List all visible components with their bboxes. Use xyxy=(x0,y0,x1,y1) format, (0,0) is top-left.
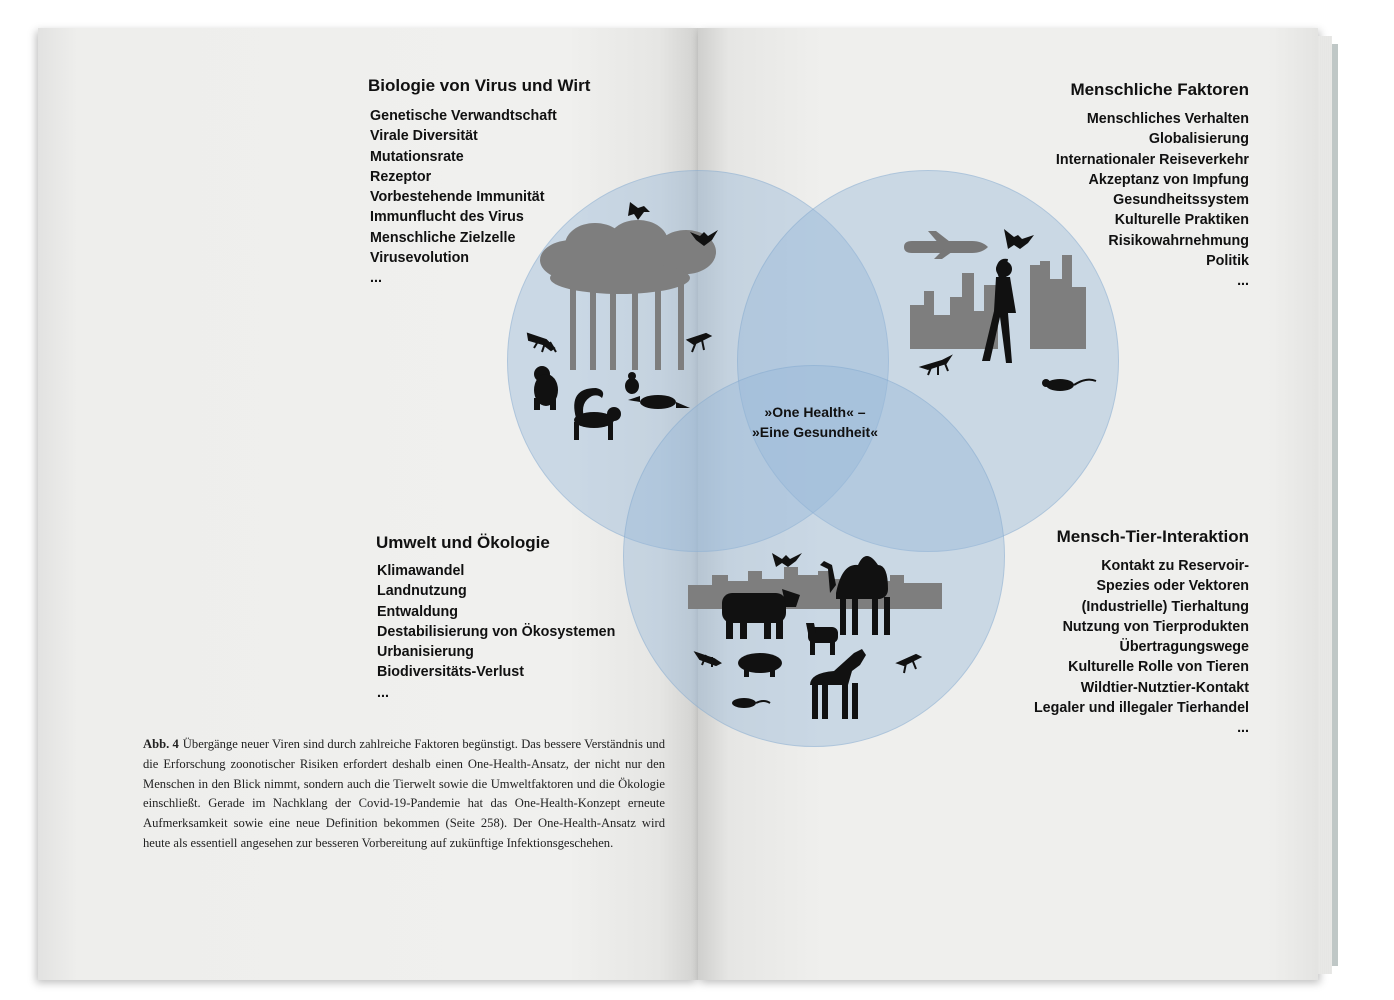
list-item: Landnutzung xyxy=(377,583,467,600)
page-edges xyxy=(1318,36,1332,974)
list-item: Immunflucht des Virus xyxy=(370,209,524,226)
interaction-heading: Mensch-Tier-Interaktion xyxy=(1056,527,1249,546)
one-health-label xyxy=(730,402,900,442)
list-item: Virusevolution xyxy=(370,250,470,267)
list-item: ... xyxy=(370,270,382,287)
caption-text: Übergänge neuer Viren sind durch zahlreiche Faktoren begünstigt. Das bessere Verständnis und die Erforschung zoonotischer Risiken erfordert deshalb einen One-Health-Ansatz, der nicht nur den Menschen in den Blick nimmt, sondern auch die Tierwelt sowie die Umweltfaktoren und die Ökologie einschließt. Gerade im Nachklang der Covid-19-Pandemie hat das One-Health-Konzept erneute Aufmerksamkeit sowie eine neue Definition bekommen (Seite 258). Der One-Health-Ansatz wird heute als essentiell angesehen zur besseren Vorbereitung auf zukünftige Infektionsgeschehen. xyxy=(143,737,665,850)
center-label-line-1: »One Health« – xyxy=(764,404,866,420)
environment-heading: Umwelt und Ökologie xyxy=(376,533,550,552)
airplane-icon xyxy=(904,231,988,259)
book-cover-edge xyxy=(1332,44,1338,966)
list-item: Vorbestehende Immunität xyxy=(370,189,545,206)
list-item: Biodiversitäts-Verlust xyxy=(377,664,524,681)
bat-icon xyxy=(1004,229,1034,249)
list-item: Mutationsrate xyxy=(370,148,464,165)
bat-icon xyxy=(772,553,802,567)
anteater-icon xyxy=(628,395,690,409)
list-item: Genetische Verwandtschaft xyxy=(370,108,557,124)
human-heading: Menschliche Faktoren xyxy=(1070,80,1249,99)
horse-icon xyxy=(810,649,866,719)
list-item: Entwaldung xyxy=(377,603,459,620)
list-item: Internationaler Reiseverkehr xyxy=(1055,151,1249,168)
list-item: Urbanisierung xyxy=(377,644,474,661)
pig-icon xyxy=(738,653,782,677)
list-item: Übertragungswege xyxy=(1119,639,1249,656)
palm-trees-icon xyxy=(540,220,716,370)
mosquito-icon xyxy=(696,653,720,667)
mosquito-icon xyxy=(528,334,556,352)
rodent-icon xyxy=(625,372,639,394)
list-item: Kulturelle Praktiken xyxy=(1114,212,1249,229)
monkey-icon xyxy=(534,366,558,410)
list-item: (Industrielle) Tierhaltung xyxy=(1081,598,1249,615)
center-label-line-2: »Eine Gesundheit« xyxy=(751,424,879,440)
interaction-illustration xyxy=(686,545,946,725)
list-item: Menschliches Verhalten xyxy=(1086,111,1249,127)
list-item: Rezeptor xyxy=(370,168,432,185)
list-item: Akzeptanz von Impfung xyxy=(1088,171,1249,188)
list-item: Wildtier-Nutztier-Kontakt xyxy=(1080,679,1249,696)
list-item: Gesundheitssystem xyxy=(1113,192,1249,209)
biology-illustration xyxy=(510,190,740,450)
monkey-icon xyxy=(574,388,621,440)
list-item: Legaler und illegaler Tierhandel xyxy=(1033,700,1249,717)
list-item: Destabilisierung von Ökosystemen xyxy=(377,623,616,640)
goat-icon xyxy=(806,623,838,655)
cow-icon xyxy=(722,589,800,639)
list-item: Virale Diversität xyxy=(370,128,478,145)
rat-icon xyxy=(1042,379,1096,391)
biology-heading: Biologie von Virus und Wirt xyxy=(368,76,591,95)
list-item: Kulturelle Rolle von Tieren xyxy=(1068,659,1249,676)
list-item: Globalisierung xyxy=(1148,131,1249,148)
human-illustration xyxy=(900,225,1100,400)
mosquito-icon xyxy=(688,334,710,352)
list-item: Politik xyxy=(1206,253,1249,270)
caption-label: Abb. 4 xyxy=(143,737,179,751)
bat-icon xyxy=(628,202,650,220)
mouse-icon xyxy=(732,698,770,708)
list-item: Nutzung von Tierprodukten xyxy=(1062,618,1249,635)
list-item: Spezies oder Vektoren xyxy=(1096,578,1249,595)
list-item: ... xyxy=(1237,273,1249,290)
list-item: Risikowahrnehmung xyxy=(1108,232,1249,249)
list-item: Kontakt zu Reservoir- xyxy=(1101,558,1249,574)
mosquito-icon xyxy=(898,655,920,673)
mosquito-icon xyxy=(922,357,950,375)
list-item: Menschliche Zielzelle xyxy=(370,229,516,246)
interaction-list xyxy=(1034,556,1249,739)
list-item: ... xyxy=(1237,720,1249,737)
environment-list xyxy=(377,561,615,703)
list-item: ... xyxy=(377,684,389,701)
list-item: Klimawandel xyxy=(377,563,465,579)
figure-caption xyxy=(143,735,665,854)
